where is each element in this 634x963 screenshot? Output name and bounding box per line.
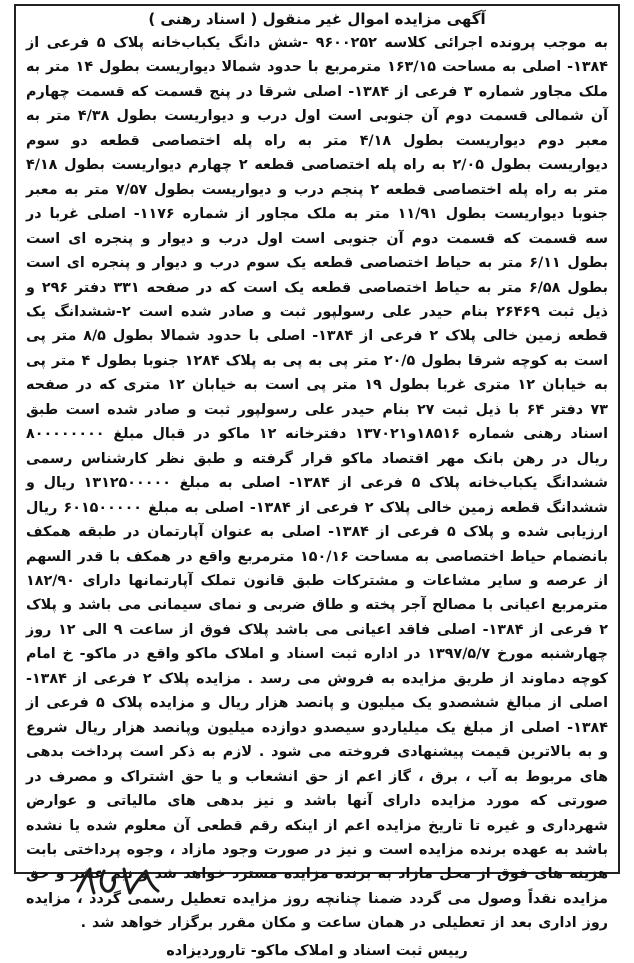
notice-frame <box>14 4 620 959</box>
notice-title: آگهی مزایده اموال غیر منقول ( اسناد رهنی ) <box>148 10 486 28</box>
notice-signature: رییس ثبت اسناد و املاک ماکو- تاروردیزاده <box>166 942 468 959</box>
notice-body: به موجب پرونده اجرائی کلاسه ۹۶۰۰۲۵۲ -شش دانگ یکباب‌خانه پلاک ۵ فرعی از ۱۳۸۴- اصلی به مساحت ۱۶۳/۱۵ مترمربع با حدود شمالا دیواریست بطول ۱۴ متر به ملک مجاور شماره ۳ فرعی از ۱۳۸۴- اصلی شرقا در پنج قسمت که قسمت چهارم آن شمالی قسمت دوم آن جنوبی است اول درب و دیواریست بطول ۴/۳۸ متر به معبر دوم دیواریست بطول ۴/۱۸ متر به راه پله اختصاصی قطعه دو سوم دیواریست بطول ۲/۰۵ به راه پله اختصاصی قطعه ۲ چهارم دیواریست بطول ۴/۱۸ متر به راه پله اختصاصی قطعه ۲ پنجم درب و دیواریست بطول ۷/۵۷ متر به معبر جنوبا دیواریست بطول ۱۱/۹۱ متر به ملک مجاور از شماره ۱۱۷۶- اصلی غربا در سه قسمت که قسمت دوم آن جنوبی است اول درب و دیوار و پنجره ای است بطول ۶/۱۱ متر به حیاط اختصاصی قطعه یک سوم درب و دیوار و پنجره ای است بطول ۶/۵۸ متر به حیاط اختصاصی قطعه یک است که در صفحه ۳۳۱ دفتر ۲۹۶ و ذیل ثبت ۲۶۴۶۹ بنام حیدر علی رسولپور ثبت و صادر شده است ۲-ششدانگ یک قطعه زمین خالی پلاک ۲ فرعی از ۱۳۸۴- اصلی با حدود شمالا بطول ۸/۵ متر پی است به کوچه شرقا بطول ۲۰/۵ متر پی به پی به پلاک ۱۲۸۴ جنوبا بطول ۴ متر پی به خیابان ۱۲ متری غربا بطول ۱۹ متر پی است به خیابان ۱۲ متری که در صفحه ۷۳ دفتر ۶۴ با ذیل ثبت ۲۷ بنام حیدر علی رسولپور ثبت و صادر شده است طبق اسناد رهنی شماره ۱۸۵۱۶و۱۳۷۰۲۱ دفترخانه ۱۲ ماکو در قبال مبلغ ۸۰۰۰۰۰۰۰۰ ریال در رهن بانک مهر اقتصاد ماکو قرار گرفته و طبق نظر کارشناس رسمی ششدانگ یکباب‌خانه پلاک ۵ فرعی از ۱۳۸۴- اصلی به مبلغ ۱۳۱۲۵۰۰۰۰۰ ریال و ششدانگ قطعه زمین خالی پلاک ۲ فرعی از ۱۳۸۴- اصلی به مبلغ ۶۰۱۵۰۰۰۰۰ ریال ارزیابی شده و پلاک ۵ فرعی از ۱۳۸۴- اصلی به عنوان آپارتمان در طبقه همکف بانضمام حیاط اختصاصی به مساحت ۱۵۰/۱۶ مترمربع واقع در همکف با قدر السهم از عرصه و سایر مشاعات و مشترکات طبق قانون تملک آپارتمانها دارای ۱۸۲/۹۰ مترمربع اعیانی با مصالح آجر پخته و طاق ضربی و نمای سیمانی می باشد و پلاک ۲ فرعی از ۱۳۸۴- اصلی فاقد اعیانی می باشد پلاک فوق از ساعت ۹ الی ۱۲ روز چهارشنبه مورخ ۱۳۹۷/۵/۷ در اداره ثبت اسناد و املاک ماکو واقع در ماکو- خ امام کوچه دماوند از طریق مزایده به فروش می رسد . مزایده پلاک ۲ فرعی از ۱۳۸۴- اصلی از مبالغ ششصدو یک میلیون و پانصد هزار ریال و مزایده پلاک ۵ فرعی از ۱۳۸۴- اصلی از مبلغ یک میلیاردو سیصدو دوازده میلیون وپانصد هزار ریال شروع و به بالاترین قیمت پیشنهادی فروخته می شود . لازم به ذکر است پرداخت بدهی های مربوط به آب ، برق ، گاز اعم از حق انشعاب و یا حق اشتراک و مصرف در صورتی که مورد مزایده دارای آنها باشد و نیز بدهی های مالیاتی و عوارض شهرداری و غیره تا تاریخ مزایده اعم از اینکه رقم قطعی آن معلوم شده یا نشده باشد به عهده برنده مزایده است و نیز در صورت وجود مازاد ، وجوه پرداختی بابت هزینه های فوق از محل مازاد به برنده مزایده مسترد خواهد شد و نیم عشر و حق مزایده نقداً وصول می گردد ضمنا چنانچه روز مزایده تعطیل رسمی گردد ، مزایده روز اداری بعد از تعطیلی در همان ساعت و مکان مقرر برگزار خواهد شد . <box>26 35 609 932</box>
handwritten-mark <box>70 861 170 901</box>
